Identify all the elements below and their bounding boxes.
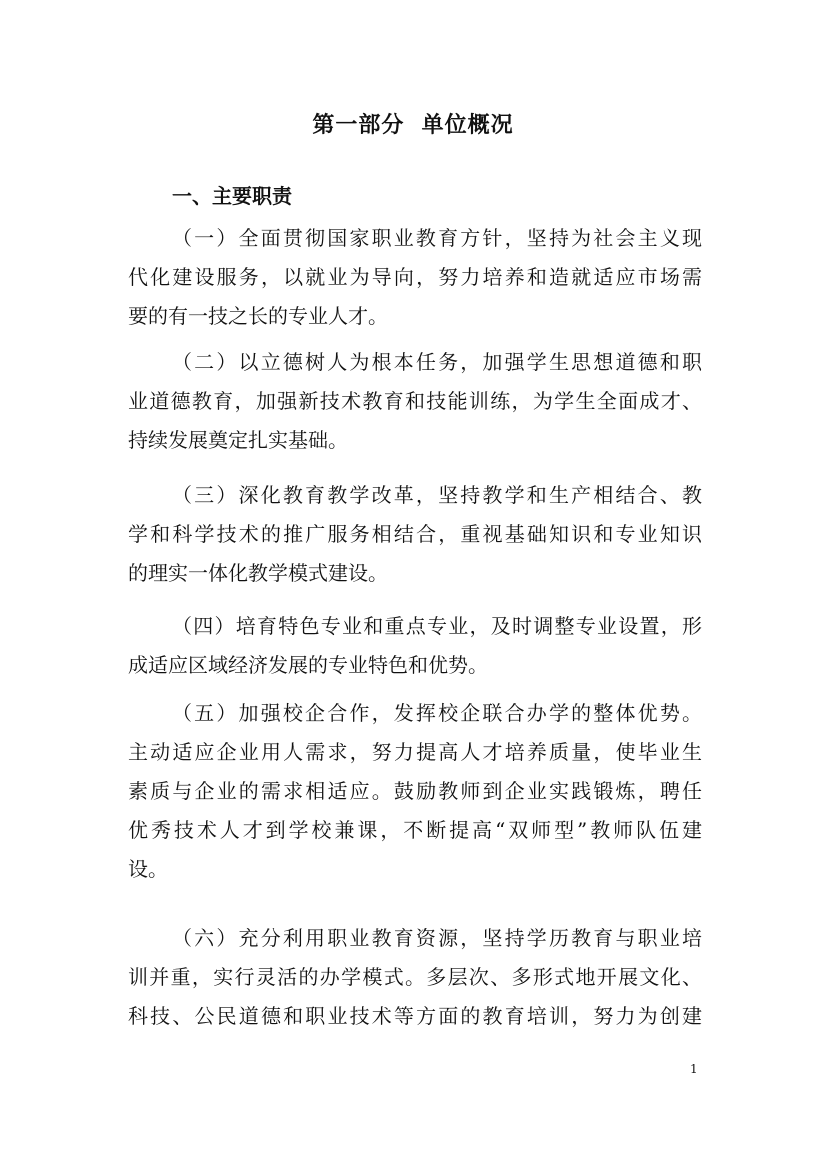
paragraph-line: （二）以立德树人为根本任务，加强学生思想道德和职 <box>172 350 702 374</box>
paragraph-5 <box>128 694 702 889</box>
paragraph-line: 训并重，实行灵活的办学模式。多层次、多形式地开展文化、 <box>128 965 702 989</box>
paragraph-6 <box>128 919 702 1036</box>
paragraph-line: 优秀技术人才到学校兼课，不断提高“双师型”教师队伍建 <box>128 818 702 842</box>
part-title: 第一部分 单位概况 <box>312 113 514 138</box>
paragraph-line: 代化建设服务，以就业为导向，努力培养和造就适应市场需 <box>128 265 702 289</box>
paragraph-line: （一）全面贯彻国家职业教育方针，坚持为社会主义现 <box>172 226 702 250</box>
paragraph-line: 成适应区域经济发展的专业特色和优势。 <box>128 653 488 677</box>
paragraph-line: （四）培育特色专业和重点专业，及时调整专业设置，形 <box>172 614 702 638</box>
paragraph-line: （六）充分利用职业教育资源，坚持学历教育与职业培 <box>172 926 702 950</box>
paragraph-line: 持续发展奠定扎实基础。 <box>128 428 348 452</box>
paragraph-line: 的理实一体化教学模式建设。 <box>128 561 388 585</box>
paragraph-2 <box>128 343 702 460</box>
paragraph-4 <box>128 607 702 685</box>
paragraph-line: 素质与企业的需求相适应。鼓励教师到企业实践锻炼，聘任 <box>128 779 702 803</box>
paragraph-line: 学和科学技术的推广服务相结合，重视基础知识和专业知识 <box>128 522 702 546</box>
paragraph-1 <box>128 219 702 336</box>
paragraph-line: （五）加强校企合作，发挥校企联合办学的整体优势。 <box>172 701 702 725</box>
paragraph-line: 主动适应企业用人需求，努力提高人才培养质量，使毕业生 <box>128 740 702 764</box>
paragraph-line: （三）深化教育教学改革，坚持教学和生产相结合、教 <box>172 483 702 507</box>
paragraph-line: 设。 <box>128 857 168 881</box>
section-heading: 一、主要职责 <box>172 184 292 208</box>
paragraph-line: 业道德教育，加强新技术教育和技能训练，为学生全面成才、 <box>128 389 702 413</box>
paragraph-line: 要的有一技之长的专业人才。 <box>128 304 388 328</box>
paragraph-3 <box>128 476 702 593</box>
paragraph-line: 科技、公民道德和职业技术等方面的教育培训，努力为创建 <box>128 1004 702 1028</box>
page-number: 1 <box>690 1062 698 1076</box>
